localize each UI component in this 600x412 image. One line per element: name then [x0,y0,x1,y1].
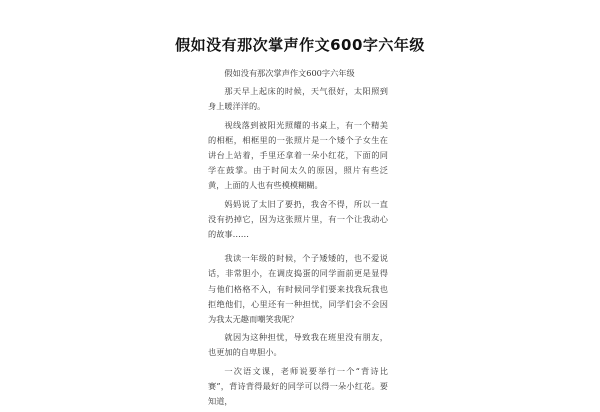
document-title: 假如没有那次掌声作文600字六年级 [175,36,425,54]
paragraph: 就因为这种担忧，导致我在班里没有朋友，也更加的自卑胆小。 [208,332,388,358]
paragraph: 那天早上起床的时候，天气很好，太阳照到身上暖洋洋的。 [208,86,388,112]
article-body [208,66,388,412]
paragraph: 一次语文课，老师说要举行一个“背诗比赛”，背诗背得最好的同学可以得一朵小红花。要知道， [208,365,388,407]
paragraph: 妈妈说了太旧了要扔，我舍不得，所以一直没有扔掉它，因为这张照片里，有一个让我动心的故事…… [208,198,388,240]
paragraph-subtitle: 假如没有那次掌声作文600字六年级 [224,68,355,78]
paragraph: 视线落到被阳光照耀的书桌上，有一个精美的相框，相框里的一张照片是一个矮个子女生在讲台上站着，手里还拿着一朵小红花，下面的同学在鼓掌。由于时间太久的原因，照片有些泛黄，上面的人也有些模模糊糊。 [208,119,388,191]
paragraph: 我读一年级的时候，个子矮矮的，也不爱说话，非常胆小，在调皮捣蛋的同学面前更是显得与他们格格不入，有时候同学们要来找我玩我也拒绝他们，心里还有一种担忧，同学们会不会因为我太无趣而嘲笑我呢？ [208,253,388,325]
